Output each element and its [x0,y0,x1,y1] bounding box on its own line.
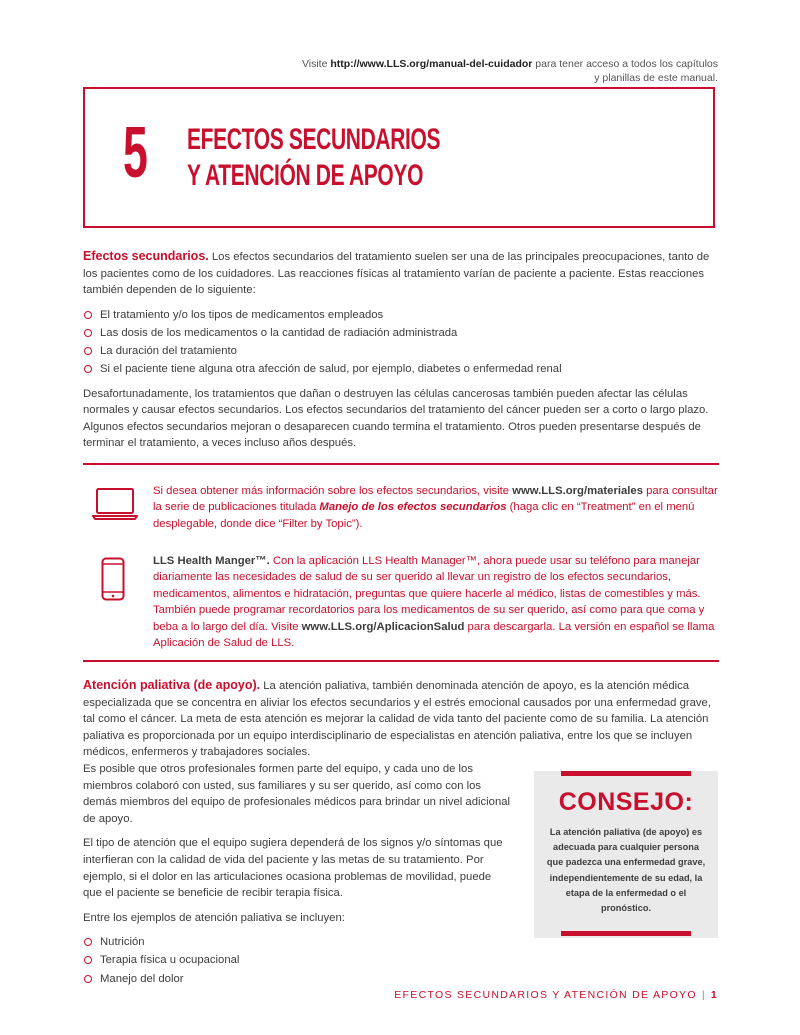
bullet-circle-icon [84,938,92,946]
divider-bottom [83,660,719,662]
app-info-text-2: para descargarla. La versión en español se llama Aplicación de Salud de LLS. [153,620,715,650]
chapter-title-line1: EFECTOS SECUNDARIOS [187,123,441,156]
side-effects-closing: Desafortunadamente, los tratamientos que dañan o destruyen las células cancerosas también pueden afectar las células normales y causar efectos secundarios. Los efectos secundarios del tratamiento del cáncer pueden ser a corto o largo plazo. Algunos efectos secundarios mejoran o desaparecen cuando termina el tratamiento. Otros pueden presentarse después de terminar el tratamiento, a veces incluso años después. [83,387,709,450]
palliative-narrow-column [83,761,513,987]
tip-top-bar [561,771,691,776]
page-number: 1 [710,989,718,1001]
bullet-circle-icon [84,956,92,964]
bullet-circle-icon [84,311,92,319]
palliative-para-2: El tipo de atención que el equipo sugiera dependerá de los signos y/o síntomas que interfieran con la calidad de vida del paciente y las metas de su tratamiento. Por ejemplo, si el dolor en las articulaciones ocasiona problemas de movilidad, puede que el paciente se beneficie de recibir terapia física. [83,837,503,900]
palliative-para-3: Entre los ejemplos de atención paliativa se incluyen: [83,911,345,924]
list-item [83,952,513,969]
app-link[interactable]: www.LLS.org/AplicacionSalud [301,620,465,633]
bullet-circle-icon [84,975,92,983]
chapter-number: 5 [123,113,147,193]
materials-text-2: para consultar la serie de publicaciones titulada [153,485,718,514]
materials-link[interactable]: www.LLS.org/materiales [512,485,643,497]
materials-text-1: Si desea obtener más información sobre los efectos secundarios, visite [153,485,513,497]
side-effects-section [83,248,719,460]
note-prefix: Visite [301,58,331,70]
tip-bottom-bar [561,931,691,936]
palliative-heading: Atención paliativa (de apoyo). [83,678,261,692]
palliative-para-1 [83,677,719,761]
list-item-text: El tratamiento y/o los tipos de medicamentos empleados [100,308,384,321]
side-effects-bullet-list [83,307,719,378]
list-item [83,934,513,951]
chapter-title-box [83,87,715,228]
palliative-bullet-list [83,934,513,987]
palliative-para-1-text: La atención paliativa, también denominada atención de apoyo, es la atención médica especializada que se concentra en aliviar los efectos secundarios y el estrés emocional causados por una enfermedad grave, tal como el cáncer. La meta de esta atención es mejorar la calidad de vida tanto del paciente como de su familia. La atención paliativa es proporcionada por un equipo interdisciplinario de especialistas en atención paliativa, entre los que se incluyen médicos, enfermeros y trabajadores sociales. [83,680,711,759]
tip-body: La atención paliativa (de apoyo) es adecuada para cualquier persona que padezca una enfermedad grave, independientemente de su edad, la etapa de la enfermedad o el pronóstico. [546,827,706,914]
manual-link-note [298,57,718,85]
materials-text-3: (haga clic en “Treatment” en el menú desplegable, donde dice “Filter by Topic”). [153,501,695,530]
materials-series-title: Manejo de los efectos secundarios [319,501,507,514]
list-item [83,971,513,988]
list-item-text: Nutrición [100,936,145,949]
bullet-circle-icon [84,329,92,337]
note-suffix: para tener acceso a todos los capítulos y planillas de este manual. [532,58,718,84]
footer-label: EFECTOS SECUNDARIOS Y ATENCIÓN DE APOYO [394,989,697,1001]
app-info [153,553,719,651]
list-item-text: Si el paciente tiene alguna otra afección de salud, por ejemplo, diabetes o enfermedad renal [100,363,562,376]
materials-info [153,483,719,532]
list-item [83,343,719,360]
list-item-text: Terapia física u ocupacional [100,954,240,967]
palliative-para-1-cont: Es posible que otros profesionales formen parte del equipo, y cada uno de los miembros colaboró con usted, sus familiares y su ser querido, así como con los demás miembros del equipo de profesionales médicos para brindar un nivel adicional de apoyo. [83,762,511,825]
side-effects-intro-text: Los efectos secundarios del tratamiento suelen ser una de las principales preocupaciones, tanto de los pacientes como de los cuidadores. Las reacciones físicas al tratamiento varían de paciente a paciente. Estas reacciones también dependen de lo siguiente: [83,251,710,297]
list-item [83,307,719,324]
laptop-icon [92,487,138,526]
page-footer [394,989,718,1001]
side-effects-intro [83,248,719,299]
tip-box [534,771,718,938]
app-info-text-1: Con la aplicación LLS Health Manager™, ahora puede usar su teléfono para manejar diariamente las necesidades de salud de su ser querido al llevar un registro de los efectos secundarios, medicamentos, alimentos e hidratación, preguntas que quiere hacerle al médico, listas de comestibles y más. También puede programar recordatorios para los medicamentos de su ser querido, así como para que coma y beba a lo largo del día. Visite [153,555,705,633]
bullet-circle-icon [84,365,92,373]
divider-top [83,463,719,465]
smartphone-icon [101,557,125,606]
list-item-text: La duración del tratamiento [100,344,237,357]
chapter-title-line2: Y ATENCIÓN DE APOYO [187,159,424,192]
chapter-title [187,122,440,194]
list-item-text: Manejo del dolor [100,972,184,985]
manual-url-link[interactable]: http://www.LLS.org/manual-del-cuidador [330,58,533,70]
tip-title: CONSEJO: [558,788,694,816]
bullet-circle-icon [84,347,92,355]
footer-separator: | [701,989,706,1001]
list-item-text: Las dosis de los medicamentos o la cantidad de radiación administrada [100,326,458,339]
list-item [83,361,719,378]
app-info-heading: LLS Health Manger™. [153,555,270,567]
side-effects-heading: Efectos secundarios. [83,249,209,263]
list-item [83,325,719,342]
